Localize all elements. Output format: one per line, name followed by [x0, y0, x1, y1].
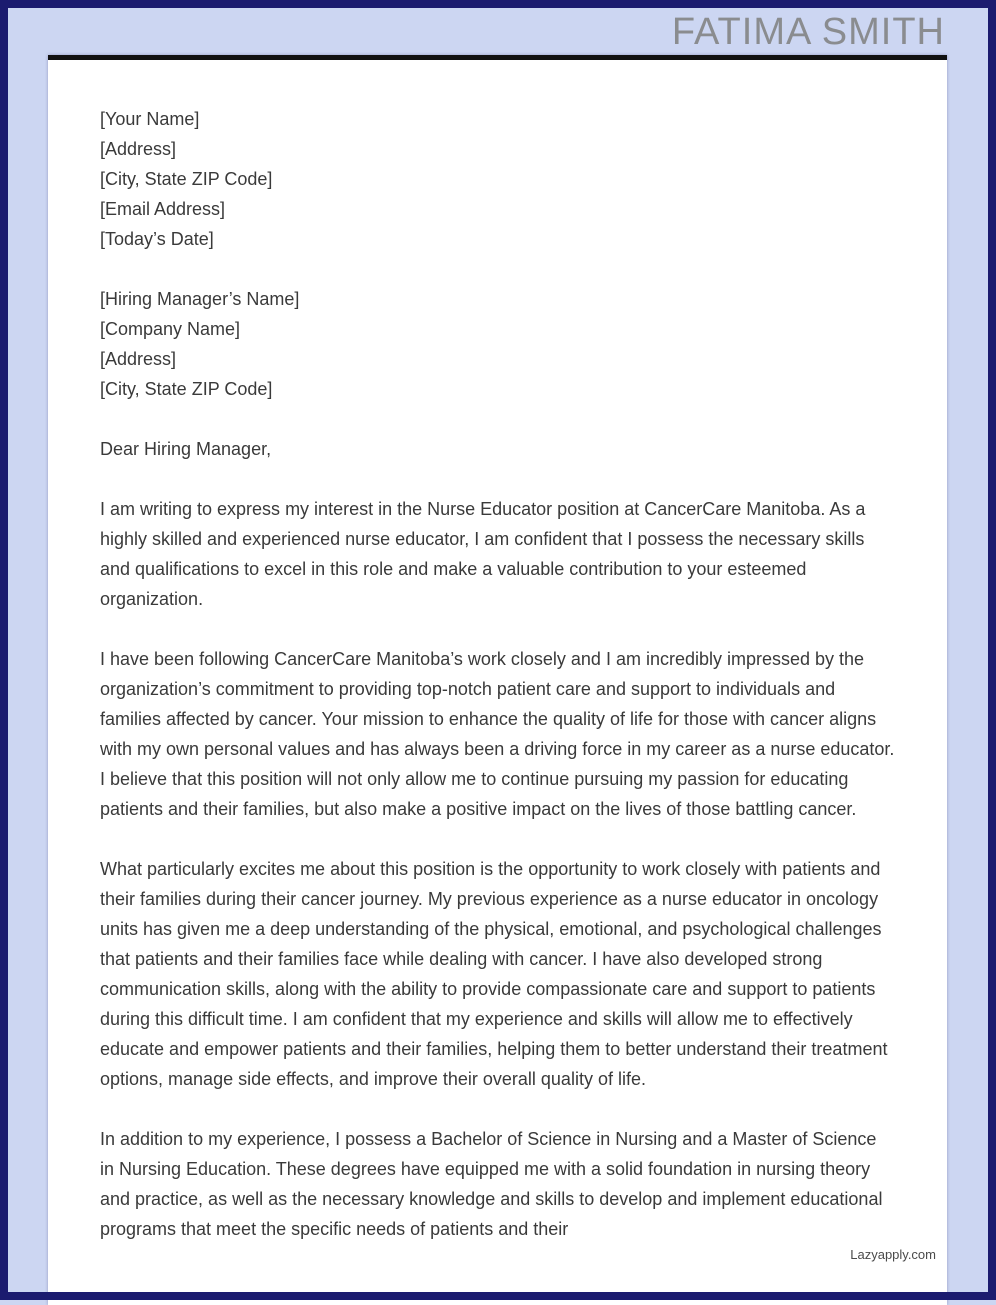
- recipient-address-block: [100, 284, 895, 404]
- sender-address-line: [City, State ZIP Code]: [100, 169, 273, 189]
- salutation: Dear Hiring Manager,: [100, 439, 272, 459]
- recipient-address-line: [City, State ZIP Code]: [100, 379, 273, 399]
- recipient-address-line: [Address]: [100, 349, 177, 369]
- sender-address-line: [Email Address]: [100, 199, 226, 219]
- letter-paragraph: I have been following CancerCare Manitoba’s work closely and I am incredibly impressed by the organization’s commitment to providing top-notch patient care and support to individuals and families affected by cancer. Your mission to enhance the quality of life for those with cancer aligns with my own personal values and has always been a driving force in my career as a nurse educator. I believe that this position will not only allow me to continue pursuing my passion for educating patients and their families, but also make a positive impact on the lives of those battling cancer.: [100, 649, 895, 819]
- letter-paragraphs: [100, 494, 895, 1244]
- page-title: FATIMA SMITH: [671, 11, 945, 53]
- recipient-address-line: [Company Name]: [100, 319, 241, 339]
- sender-address-line: [Address]: [100, 139, 177, 159]
- sender-address-line: [Today’s Date]: [100, 229, 214, 249]
- sender-address-line: [Your Name]: [100, 109, 200, 129]
- sender-address-block: [100, 104, 895, 254]
- letter-paragraph: In addition to my experience, I possess a Bachelor of Science in Nursing and a Master of Science in Nursing Education. These degrees have equipped me with a solid foundation in nursing theory and practice, as well as the necessary knowledge and skills to develop and implement educational programs that meet the specific needs of patients and their: [100, 1129, 883, 1239]
- recipient-address-line: [Hiring Manager’s Name]: [100, 289, 300, 309]
- letter-body: [48, 60, 947, 1244]
- letter-paper: [48, 55, 947, 1305]
- letter-paragraph: What particularly excites me about this position is the opportunity to work closely with patients and their families during their cancer journey. My previous experience as a nurse educator in oncology units has given me a deep understanding of the physical, emotional, and psychological challenges that patients and their families face while dealing with cancer. I have also developed strong communication skills, along with the ability to provide compassionate care and support to patients during this difficult time. I am confident that my experience and skills will allow me to effectively educate and empower patients and their families, helping them to better understand their treatment options, manage side effects, and improve their overall quality of life.: [100, 859, 888, 1089]
- watermark-text: Lazyapply.com: [850, 1247, 936, 1262]
- letter-paragraph: I am writing to express my interest in the Nurse Educator position at CancerCare Manitoba. As a highly skilled and experienced nurse educator, I am confident that I possess the necessary skills and qualifications to excel in this role and make a valuable contribution to your esteemed organization.: [100, 499, 866, 609]
